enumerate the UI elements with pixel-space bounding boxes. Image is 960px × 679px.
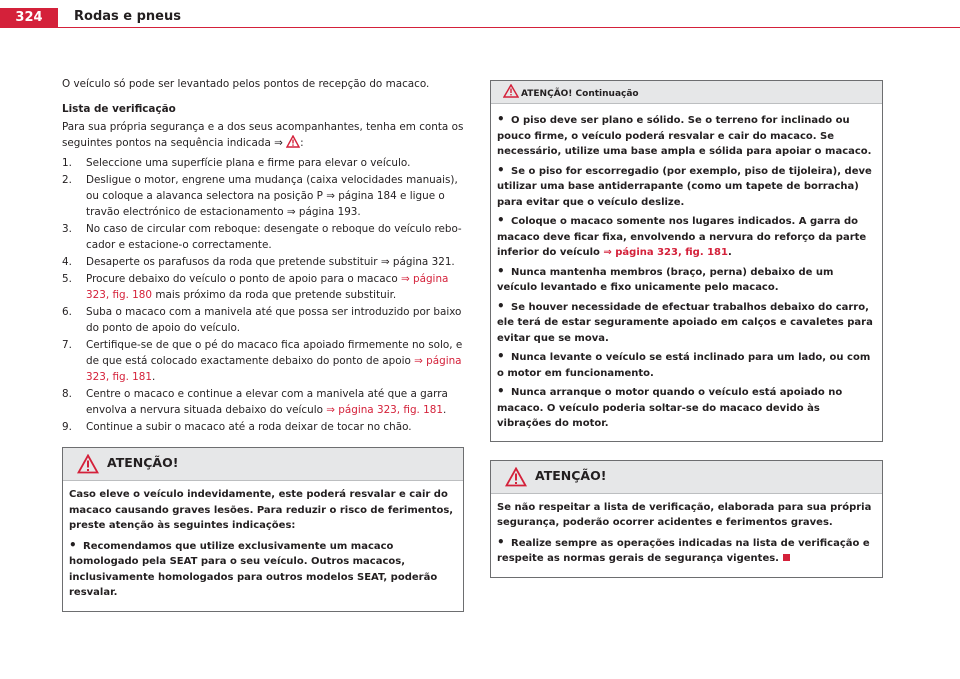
bullet-icon: • bbox=[497, 263, 505, 278]
step-number: 1. bbox=[62, 157, 72, 169]
checklist-step bbox=[62, 155, 464, 171]
warning-bullet-text: O piso deve ser plano e sólido. Se o terreno for inclinado ou pouco firme, o veículo poderá resvalar e cair do macaco. Se necessário, utilize uma base ampla e sólida para apoiar o macaco. bbox=[497, 115, 872, 157]
step-text: Continue a subir o macaco até a roda deixar de tocar no chão. bbox=[86, 421, 412, 433]
warning-bullet-text: Nunca mantenha membros (braço, perna) debaixo de um veículo levantado e fixo unicamente pelo macaco. bbox=[497, 266, 834, 293]
warning-2-bullet bbox=[497, 535, 876, 567]
warning-box-2-header bbox=[491, 461, 882, 494]
step-text: Suba o macaco com a manivela até que possa ser introduzido por baixo do ponto de apoio do veículo. bbox=[86, 306, 462, 334]
warning-bullet bbox=[497, 384, 876, 432]
end-of-section-icon bbox=[783, 554, 790, 561]
checklist-step bbox=[62, 172, 464, 220]
bullet-icon: • bbox=[69, 537, 77, 552]
warning-bullet bbox=[497, 264, 876, 296]
warning-triangle-icon[interactable] bbox=[286, 135, 300, 148]
checklist-step bbox=[62, 304, 464, 336]
warning-2-bullet-text: Realize sempre as operações indicadas na lista de verificação e respeite as normas gerais de segurança vigentes. bbox=[497, 537, 870, 564]
step-text: Desligue o motor, engrene uma mudança (caixa velocidades manuais), ou coloque a alavanca selectora na posição P ⇒ página 184 e ligue o travão electrónico de estacionamento ⇒ página 193. bbox=[86, 174, 458, 218]
step-text: Certifique-se de que o pé do macaco fica apoiado firmemente no solo, e de que está colocado exactamente debaixo do ponto de apoio bbox=[86, 339, 463, 367]
warning-triangle-icon bbox=[503, 84, 519, 98]
page-title: Rodas e pneus bbox=[74, 9, 181, 24]
checklist-step bbox=[62, 254, 464, 270]
warning-bullet bbox=[497, 299, 876, 347]
step-text-end: . bbox=[442, 404, 447, 416]
step-text-end: mais próximo da roda que pretende substituir. bbox=[152, 289, 397, 301]
page-header bbox=[0, 0, 960, 28]
warning-triangle-icon bbox=[77, 454, 99, 474]
step-text: Seleccione uma superfície plana e firme para elevar o veículo. bbox=[86, 157, 411, 169]
step-number: 5. bbox=[62, 273, 72, 285]
bullet-icon: • bbox=[497, 213, 505, 227]
step-text-end: . bbox=[152, 371, 156, 383]
page-reference-link[interactable]: ⇒ página 323, fig. 181 bbox=[326, 404, 443, 416]
bullet-icon: • bbox=[497, 298, 505, 313]
step-number: 2. bbox=[62, 174, 72, 186]
step-number: 9. bbox=[62, 421, 72, 433]
warning-box-body bbox=[63, 481, 463, 611]
step-number: 7. bbox=[62, 339, 72, 351]
page-number: 324 bbox=[0, 8, 58, 28]
step-text: Procure debaixo do veículo o ponto de apoio para o macaco bbox=[86, 273, 401, 285]
bullet-icon: • bbox=[497, 349, 505, 363]
checklist-step bbox=[62, 419, 464, 435]
page-reference-link[interactable]: ⇒ página 323, fig. 181 bbox=[603, 247, 728, 258]
warning-paragraph: Caso eleve o veículo indevidamente, este poderá resvalar e cair do macaco causando graves lesões. Para reduzir o risco de ferimentos, preste atenção às seguintes indicações: bbox=[69, 489, 454, 531]
checklist-step bbox=[62, 337, 464, 385]
step-number: 4. bbox=[62, 256, 72, 268]
warning-continued-title: ATENÇÃO! Continuação bbox=[521, 89, 639, 99]
warning-bullet bbox=[497, 163, 876, 211]
step-number: 3. bbox=[62, 223, 72, 235]
right-column bbox=[490, 80, 883, 578]
warning-title: ATENÇÃO! bbox=[107, 455, 179, 470]
warning-bullet bbox=[497, 213, 876, 261]
warning-box-2 bbox=[490, 460, 883, 578]
step-text: Desaperte os parafusos da roda que pretende substituir ⇒ página 321. bbox=[86, 256, 455, 268]
checklist-intro-colon: : bbox=[300, 137, 304, 149]
warning-bullet-text: Coloque o macaco somente nos lugares indicados. A garra do macaco deve ficar fixa, envolvendo a nervura do reforço da parte inferior do veículo bbox=[497, 216, 867, 258]
checklist-heading: Lista de verificação bbox=[62, 103, 176, 115]
warning-bullet bbox=[69, 538, 457, 601]
warning-continued-header bbox=[491, 81, 882, 104]
bullet-icon: • bbox=[497, 384, 505, 398]
page-reference-link[interactable]: ⇒ página 323, fig. 180 bbox=[86, 273, 449, 301]
step-number: 8. bbox=[62, 388, 72, 400]
bullet-icon: • bbox=[497, 534, 505, 549]
warning-bullet-text: Nunca levante o veículo se está inclinado para um lado, ou com o motor em funcionamento. bbox=[497, 352, 871, 379]
checklist-step bbox=[62, 386, 464, 418]
checklist-step bbox=[62, 271, 464, 303]
bullet-icon: • bbox=[497, 162, 505, 177]
warning-bullet-text: Recomendamos que utilize exclusivamente um macaco homologado pela SEAT para o seu veículo. Outros macacos, inclusivamente homologados para outros modelos SEAT, poderão resvalar. bbox=[69, 540, 438, 598]
warning-triangle-icon bbox=[505, 467, 527, 487]
step-text: Centre o macaco e continue a elevar com a manivela até que a garra envolva a nervura situada debaixo do veículo bbox=[86, 388, 448, 416]
checklist-steps bbox=[62, 155, 464, 435]
reference-arrow: ⇒ bbox=[274, 137, 283, 149]
warning-bullet-text: Se o piso for escorregadio (por exemplo, piso de tijoleira), deve utilizar uma base antiderrapante (como um tapete de borracha) para evitar que o veículo deslize. bbox=[497, 165, 872, 208]
step-number: 6. bbox=[62, 306, 72, 318]
warning-continued-box bbox=[490, 80, 883, 442]
warning-bullet bbox=[497, 349, 876, 381]
checklist-intro-text: Para sua própria segurança e a dos seus acompanhantes, tenha em conta os seguintes pontos na sequência indicada bbox=[62, 121, 464, 149]
warning-bullet-text: Nunca arranque o motor quando o veículo está apoiado no macaco. O veículo poderia soltar-se do macaco devido às vibrações do motor. bbox=[497, 387, 843, 429]
warning-box-header bbox=[63, 448, 463, 481]
warning-2-paragraph: Se não respeitar a lista de verificação, elaborada para sua própria segurança, poderão ocorrer acidentes e ferimentos graves. bbox=[497, 501, 872, 528]
page-reference-link[interactable]: ⇒ página 323, fig. 181 bbox=[86, 355, 462, 383]
checklist-intro bbox=[62, 119, 464, 151]
left-column bbox=[62, 76, 464, 612]
warning-2-title: ATENÇÃO! bbox=[535, 467, 607, 483]
checklist-step bbox=[62, 221, 464, 253]
intro-paragraph: O veículo só pode ser levantado pelos pontos de recepção do macaco. bbox=[62, 78, 430, 90]
warning-continued-body bbox=[491, 104, 882, 441]
warning-bullet-text-end: . bbox=[727, 247, 732, 258]
warning-bullet-text: Se houver necessidade de efectuar trabalhos debaixo do carro, ele terá de estar seguramente apoiado em calços e cavaletes para evitar que se mova. bbox=[497, 301, 873, 344]
bullet-icon: • bbox=[497, 112, 505, 126]
header-divider bbox=[0, 27, 960, 28]
warning-box-2-body bbox=[491, 494, 882, 577]
warning-bullet bbox=[497, 112, 876, 160]
step-text: No caso de circular com reboque: desengate o reboque do veículo rebocador e estacione-o correctamente. bbox=[86, 223, 462, 251]
warning-box bbox=[62, 447, 464, 612]
